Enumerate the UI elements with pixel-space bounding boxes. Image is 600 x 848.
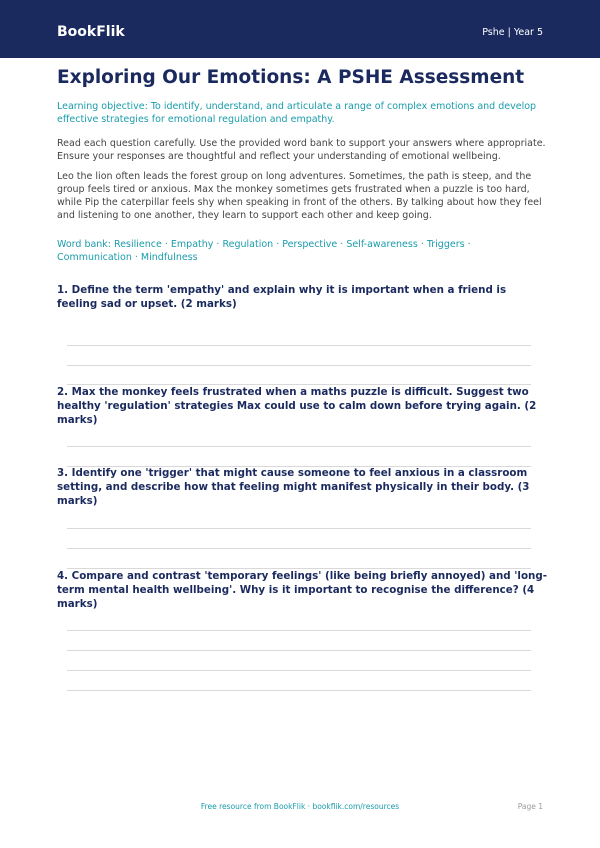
answer-line[interactable] xyxy=(67,446,531,447)
subject-year-label: Pshe | Year 5 xyxy=(482,27,543,38)
instructions-paragraph: Read each question carefully. Use the provided word bank to support your answers where appropriate. Ensure your responses are thoughtful and reflect your understanding of emotional wellbeing. xyxy=(57,138,546,162)
brand-logo[interactable]: BookFlik xyxy=(57,24,125,40)
word-bank: Word bank: Resilience · Empathy · Regulation · Perspective · Self-awareness · Triggers · Communication · Mindfulness xyxy=(57,239,471,263)
answer-line[interactable] xyxy=(67,630,531,631)
question-3: 3. Identify one 'trigger' that might cause someone to feel anxious in a classroom setting, and describe how that feeling might manifest physically in their body. (3 marks) xyxy=(57,467,530,507)
page-title: Exploring Our Emotions: A PSHE Assessment xyxy=(57,67,525,88)
answer-line[interactable] xyxy=(67,345,531,346)
page-number: Page 1 xyxy=(517,802,543,811)
question-2: 2. Max the monkey feels frustrated when a maths puzzle is difficult. Suggest two healthy 'regulation' strategies Max could use to calm down before trying again. (2 marks) xyxy=(57,386,537,426)
story-paragraph: Leo the lion often leads the forest group on long adventures. Sometimes, the path is steep, and the group feels tired or anxious. Max the monkey sometimes gets frustrated when a puzzle is too hard, while Pip the caterpillar feels shy when speaking in front of the others. By talking about how they feel and listening to one another, they learn to support each other and keep going. xyxy=(57,171,542,221)
answer-line[interactable] xyxy=(67,690,531,691)
answer-line[interactable] xyxy=(67,365,531,366)
learning-objective: Learning objective: To identify, understand, and articulate a range of complex emotions and develop effective strategies for emotional regulation and empathy. xyxy=(57,101,537,125)
footer-resource-link[interactable]: Free resource from BookFlik · bookflik.com/resources xyxy=(200,802,400,811)
question-1: 1. Define the term 'empathy' and explain why it is important when a friend is feeling sad or upset. (2 marks) xyxy=(57,284,507,310)
question-4: 4. Compare and contrast 'temporary feelings' (like being briefly annoyed) and 'long-term mental health wellbeing'. Why is it important to recognise the difference? (4 marks) xyxy=(57,570,547,610)
answer-line[interactable] xyxy=(67,650,531,651)
answer-line[interactable] xyxy=(67,670,531,671)
answer-line[interactable] xyxy=(67,528,531,529)
page-header xyxy=(0,0,600,58)
answer-line[interactable] xyxy=(67,548,531,549)
